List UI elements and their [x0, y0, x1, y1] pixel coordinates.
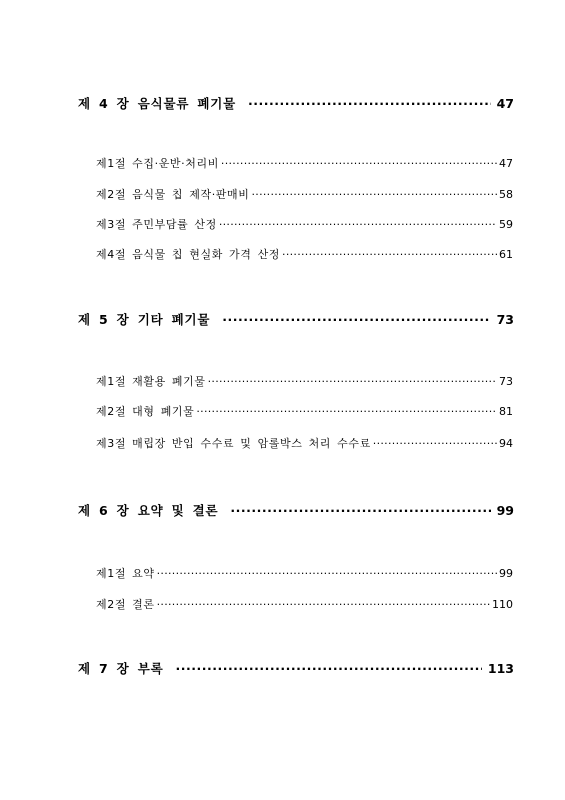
toc-section[interactable]: [96, 373, 513, 389]
section-title: 제4절 음식물 칩 현실화 가격 산정: [96, 248, 281, 261]
dot-leader: [251, 188, 497, 201]
section-page-number: 99: [499, 567, 513, 580]
toc-section[interactable]: [96, 216, 513, 232]
dot-leader: [157, 567, 497, 580]
toc-chapter-4[interactable]: [78, 94, 514, 112]
section-page-number: 47: [499, 157, 513, 170]
chapter-page-number: 113: [487, 661, 514, 676]
dot-leader: [219, 218, 497, 231]
section-page-number: 110: [492, 598, 513, 611]
chapter-title: 제 5 장 기타 폐기물: [78, 312, 211, 327]
dot-leader: [230, 503, 490, 518]
dot-leader: [221, 157, 497, 170]
section-title: 제3절 매립장 반입 수수료 및 암롤박스 처리 수수료: [96, 437, 371, 450]
section-title: 제3절 주민부담률 산정: [96, 218, 217, 231]
section-title: 제1절 재활용 폐기물: [96, 375, 206, 388]
section-page-number: 81: [499, 405, 513, 418]
section-title: 제2절 결론: [96, 598, 155, 611]
section-page-number: 61: [499, 248, 513, 261]
section-page-number: 94: [499, 437, 513, 450]
toc-section[interactable]: [96, 435, 513, 451]
section-title: 제2절 대형 폐기물: [96, 405, 195, 418]
chapter-title: 제 4 장 음식물류 폐기물: [78, 96, 236, 111]
chapter-page-number: 47: [496, 96, 514, 111]
section-page-number: 73: [499, 375, 513, 388]
section-title: 제1절 요약: [96, 567, 155, 580]
toc-chapter-6[interactable]: [78, 501, 514, 519]
toc-chapter-7[interactable]: [78, 659, 514, 677]
toc-chapter-5[interactable]: [78, 310, 514, 328]
toc-section[interactable]: [96, 565, 513, 581]
chapter-title: 제 7 장 부록: [78, 661, 164, 676]
chapter-page-number: 73: [496, 312, 514, 327]
section-title: 제1절 수집·운반·처리비: [96, 157, 219, 170]
toc-section[interactable]: [96, 246, 513, 262]
dot-leader: [282, 248, 497, 261]
toc-section[interactable]: [96, 596, 513, 612]
dot-leader: [208, 375, 497, 388]
dot-leader: [175, 661, 481, 676]
chapter-title: 제 6 장 요약 및 결론: [78, 503, 219, 518]
section-page-number: 58: [499, 188, 513, 201]
toc-section[interactable]: [96, 403, 513, 419]
toc-section[interactable]: [96, 155, 513, 171]
dot-leader: [196, 405, 497, 418]
dot-leader: [222, 312, 490, 327]
dot-leader: [248, 96, 491, 111]
section-title: 제2절 음식물 칩 제작·판매비: [96, 188, 250, 201]
chapter-page-number: 99: [496, 503, 514, 518]
dot-leader: [373, 437, 497, 450]
toc-section[interactable]: [96, 186, 513, 202]
dot-leader: [157, 598, 490, 611]
section-page-number: 59: [499, 218, 513, 231]
